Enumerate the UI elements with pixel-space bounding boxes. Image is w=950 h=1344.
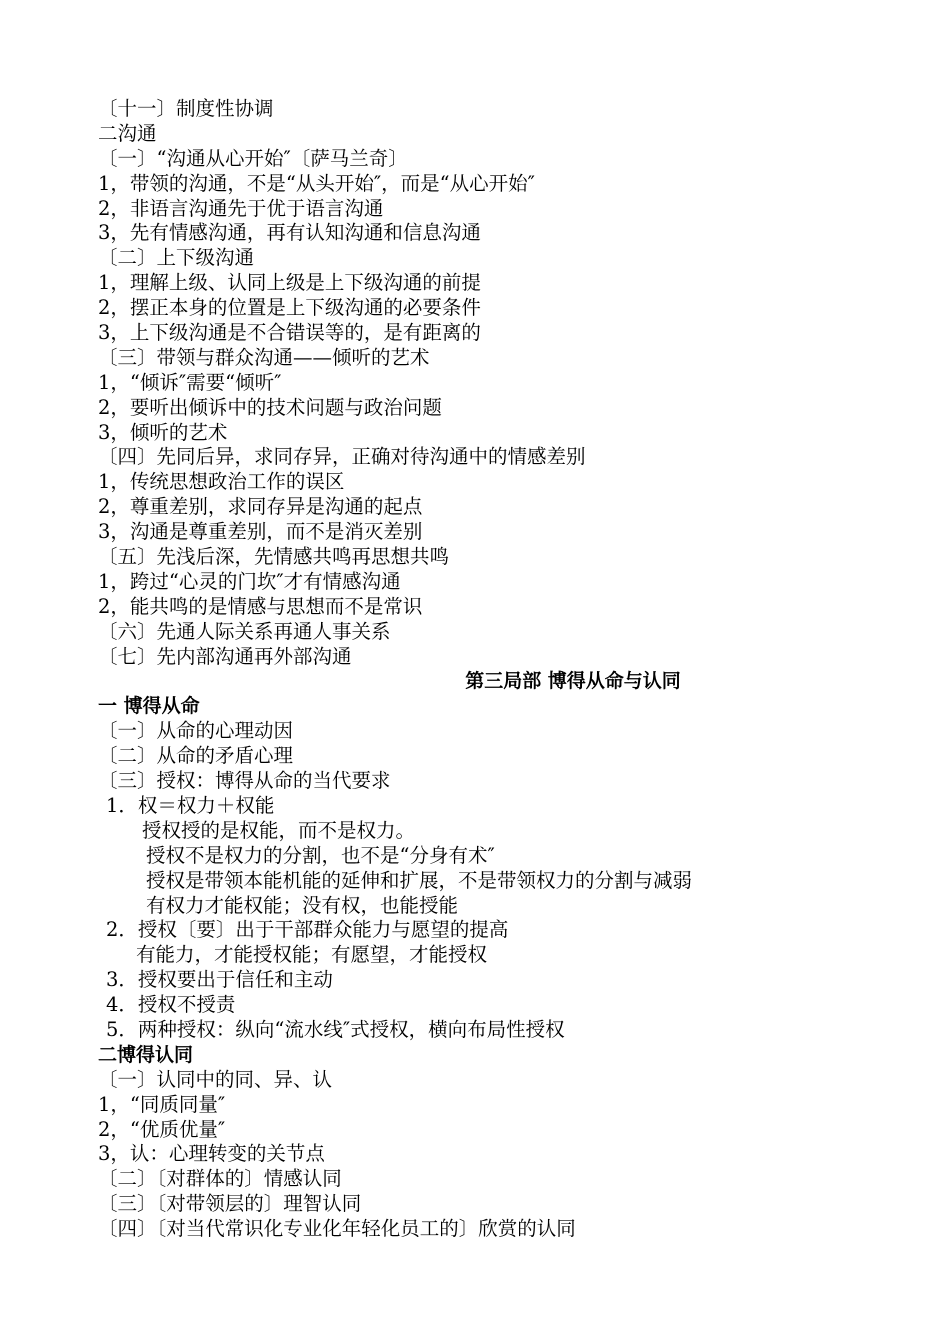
text-line: 1．权＝权力＋权能 (106, 793, 275, 817)
text-line: 有能力，才能授权能；有愿望，才能授权 (136, 943, 488, 967)
part-title: 第三局部 博得从命与认同 (465, 670, 681, 693)
text-line: 2，要听出倾诉中的技术问题与政治问题 (98, 395, 442, 419)
text-line: 3，先有情感沟通，再有认知沟通和信息沟通 (98, 221, 481, 245)
text-line: 3，认：心理转变的关节点 (98, 1142, 325, 1166)
document-body (98, 97, 898, 1242)
text-line: 〔六〕先通人际关系再通人事关系 (98, 619, 391, 643)
text-line: 〔四〕先同后异，求同存异，正确对待沟通中的情感差别 (98, 445, 586, 469)
text-line: 〔三〕授权：博得从命的当代要求 (98, 769, 391, 793)
text-line: 〔七〕先内部沟通再外部沟通 (98, 644, 352, 668)
text-line: 1，“倾诉″需要“倾听″ (98, 370, 282, 394)
text-line: 3，倾听的艺术 (98, 420, 228, 444)
section-heading: 二博得认同 (98, 1043, 194, 1066)
text-line: 1，“同质同量″ (98, 1092, 226, 1116)
text-line: 〔二〕从命的矛盾心理 (98, 744, 294, 768)
text-line: 2，摆正本身的位置是上下级沟通的必要条件 (98, 296, 481, 320)
text-line: 授权是带领本能机能的延伸和扩展，不是带领权力的分割与减弱 (146, 868, 693, 892)
text-line: 3，沟通是尊重差别，而不是消灭差别 (98, 520, 423, 544)
text-line: 2，“优质优量″ (98, 1117, 226, 1141)
text-line: 〔三〕〔对带领层的〕理智认同 (98, 1192, 362, 1216)
text-line: 〔一〕“沟通从心开始″〔萨马兰奇〕 (98, 146, 408, 170)
text-line: 1，跨过“心灵的门坎″才有情感沟通 (98, 569, 401, 593)
text-line: 1，带领的沟通，不是“从头开始″，而是“从心开始″ (98, 171, 535, 195)
text-line: 〔十一〕制度性协调 (98, 97, 274, 120)
text-line: 〔五〕先浅后深，先情感共鸣再思想共鸣 (98, 545, 450, 569)
text-line: 2，尊重差别，求同存异是沟通的起点 (98, 495, 423, 519)
text-line: 有权力才能权能；没有权，也能授能 (146, 893, 459, 917)
text-line: 1，传统思想政治工作的误区 (98, 470, 345, 494)
text-line: 4．授权不授责 (106, 993, 236, 1017)
text-line: 〔一〕认同中的同、异、认 (98, 1067, 333, 1091)
text-line: 〔二〕〔对群体的〕情感认同 (98, 1167, 342, 1191)
text-line: 授权不是权力的分割，也不是“分身有术″ (146, 843, 495, 867)
text-line: 授权授的是权能，而不是权力。 (142, 818, 416, 842)
text-line: 〔一〕从命的心理动因 (98, 719, 294, 743)
text-line: 〔三〕带领与群众沟通——倾听的艺术 (98, 345, 430, 369)
text-line: 3．授权要出于信任和主动 (106, 968, 333, 992)
section-heading: 二沟通 (98, 121, 157, 145)
text-line: 1，理解上级、认同上级是上下级沟通的前提 (98, 271, 481, 295)
text-line: 2．授权〔要〕出于干部群众能力与愿望的提高 (106, 918, 509, 942)
text-line: 5．两种授权：纵向“流水线″式授权，横向布局性授权 (106, 1017, 565, 1041)
text-line: 3，上下级沟通是不合错误等的，是有距离的 (98, 321, 481, 345)
text-line: 〔四〕〔对当代常识化专业化年轻化员工的〕欣赏的认同 (98, 1217, 576, 1241)
section-heading: 一 博得从命 (98, 695, 200, 718)
text-line: 〔二〕上下级沟通 (98, 246, 255, 270)
text-line: 2，能共鸣的是情感与思想而不是常识 (98, 594, 423, 618)
text-line: 2，非语言沟通先于优于语言沟通 (98, 196, 384, 220)
